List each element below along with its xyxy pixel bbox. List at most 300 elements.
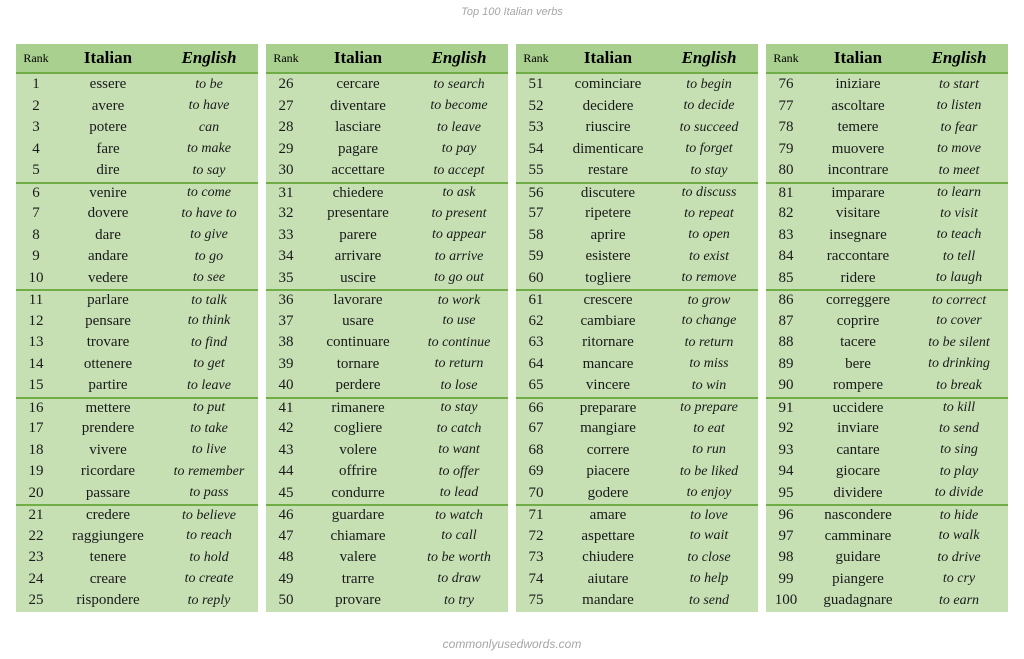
rank-cell: 18 <box>28 441 44 458</box>
italian-cell: presentare <box>327 205 389 222</box>
header-italian: Italian <box>83 48 133 67</box>
italian-cell: dire <box>96 162 120 179</box>
table-row <box>766 504 1008 526</box>
english-cell: to correct <box>931 292 987 308</box>
english-cell: to say <box>192 162 226 178</box>
italian-cell: ascoltare <box>831 97 885 114</box>
italian-cell: camminare <box>824 527 892 544</box>
italian-cell: vedere <box>88 269 128 286</box>
italian-cell: vincere <box>585 377 631 394</box>
rank-cell: 84 <box>778 248 794 265</box>
english-cell: to watch <box>435 507 483 523</box>
table-row <box>16 547 258 569</box>
table-row <box>266 246 508 268</box>
english-cell: to use <box>442 313 476 329</box>
english-cell: to put <box>192 400 226 416</box>
table-row <box>266 203 508 225</box>
header-italian: Italian <box>833 48 883 67</box>
italian-cell: fare <box>96 140 120 157</box>
rank-cell: 6 <box>32 184 40 201</box>
english-cell: to have to <box>181 205 237 221</box>
italian-cell: ripetere <box>585 205 631 222</box>
rank-cell: 75 <box>528 592 544 609</box>
rank-cell: 95 <box>778 484 794 501</box>
rank-cell: 7 <box>32 205 40 222</box>
rank-cell: 98 <box>778 549 794 566</box>
english-cell: to begin <box>686 76 732 92</box>
table-row <box>266 182 508 204</box>
italian-cell: amare <box>589 507 627 524</box>
italian-cell: correggere <box>825 292 891 309</box>
header-english: English <box>681 48 737 67</box>
table-row <box>766 268 1008 290</box>
italian-cell: volere <box>339 441 377 458</box>
rank-cell: 45 <box>278 484 294 501</box>
table-row <box>766 590 1008 612</box>
italian-cell: parlare <box>87 292 129 309</box>
rank-cell: 88 <box>778 334 794 351</box>
table-row <box>266 547 508 569</box>
table-row <box>766 203 1008 225</box>
english-cell: to listen <box>936 98 982 114</box>
english-cell: to pay <box>441 141 477 157</box>
italian-cell: insegnare <box>829 226 887 243</box>
table-row <box>516 375 758 397</box>
rank-cell: 36 <box>278 292 294 309</box>
italian-cell: piangere <box>832 570 884 587</box>
rank-cell: 21 <box>28 507 44 524</box>
table-row <box>516 203 758 225</box>
table-header <box>266 44 508 74</box>
italian-cell: venire <box>89 184 127 201</box>
english-cell: to get <box>193 356 225 372</box>
english-cell: to start <box>938 76 980 92</box>
italian-cell: accettare <box>331 162 385 179</box>
italian-cell: mandare <box>582 592 634 609</box>
english-cell: to grow <box>687 292 731 308</box>
italian-cell: guidare <box>835 549 881 566</box>
italian-cell: muovere <box>831 140 885 157</box>
english-cell: to ask <box>442 185 476 201</box>
table-row <box>766 354 1008 376</box>
italian-cell: ricordare <box>80 463 136 480</box>
rank-cell: 47 <box>278 527 294 544</box>
italian-cell: pensare <box>85 312 131 329</box>
table-row <box>16 160 258 182</box>
english-cell: to send <box>938 420 980 436</box>
table-row <box>16 526 258 548</box>
rank-cell: 35 <box>278 269 294 286</box>
rank-cell: 1 <box>32 76 40 93</box>
rank-cell: 62 <box>528 312 544 329</box>
rank-cell: 79 <box>778 140 794 157</box>
table-row <box>16 311 258 333</box>
english-cell: to cry <box>942 571 976 587</box>
rank-cell: 31 <box>278 184 294 201</box>
rank-cell: 57 <box>528 205 544 222</box>
table-row <box>266 504 508 526</box>
italian-cell: mancare <box>582 355 634 372</box>
italian-cell: aiutare <box>587 570 629 587</box>
rank-cell: 90 <box>778 377 794 394</box>
table-row <box>516 332 758 354</box>
italian-cell: trovare <box>86 334 130 351</box>
rank-cell: 56 <box>528 184 544 201</box>
italian-cell: bere <box>845 355 871 372</box>
rank-cell: 81 <box>778 184 794 201</box>
english-cell: to learn <box>937 185 981 201</box>
english-cell: to talk <box>191 292 227 308</box>
table-header <box>16 44 258 74</box>
italian-cell: continuare <box>326 334 390 351</box>
rank-cell: 87 <box>778 312 794 329</box>
verb-table-1 <box>16 44 258 612</box>
english-cell: to sing <box>940 442 978 458</box>
table-row <box>516 289 758 311</box>
english-cell: to drinking <box>928 356 990 372</box>
italian-cell: tornare <box>336 355 380 372</box>
rank-cell: 63 <box>528 334 544 351</box>
italian-cell: coprire <box>836 312 880 329</box>
table-row <box>16 354 258 376</box>
rank-cell: 53 <box>528 119 544 136</box>
italian-cell: guardare <box>331 507 385 524</box>
table-row <box>266 440 508 462</box>
italian-cell: cogliere <box>333 420 383 437</box>
italian-cell: cantare <box>836 441 880 458</box>
rank-cell: 83 <box>778 226 794 243</box>
table-row <box>516 526 758 548</box>
table-row <box>16 225 258 247</box>
english-cell: to reach <box>186 528 232 544</box>
italian-cell: togliere <box>585 269 631 286</box>
rank-cell: 60 <box>528 269 544 286</box>
english-cell: to eat <box>693 420 725 436</box>
english-cell: to make <box>187 141 231 157</box>
italian-cell: parere <box>339 226 377 243</box>
table-row <box>766 418 1008 440</box>
english-cell: to be <box>195 76 223 92</box>
english-cell: to draw <box>437 571 481 587</box>
italian-cell: dare <box>95 226 121 243</box>
header-english: English <box>431 48 487 67</box>
table-row <box>516 440 758 462</box>
italian-cell: passare <box>85 484 131 501</box>
table-row <box>16 203 258 225</box>
table-row <box>766 74 1008 96</box>
italian-cell: mangiare <box>580 420 636 437</box>
italian-cell: chiamare <box>330 527 386 544</box>
italian-cell: iniziare <box>835 76 881 93</box>
table-row <box>16 289 258 311</box>
table-row <box>516 246 758 268</box>
rank-cell: 43 <box>278 441 294 458</box>
italian-cell: incontrare <box>827 162 889 179</box>
english-cell: to be silent <box>928 334 990 350</box>
english-cell: to cover <box>936 313 982 329</box>
table-row <box>766 569 1008 591</box>
english-cell: to stay <box>690 162 728 178</box>
rank-cell: 37 <box>278 312 294 329</box>
table-row <box>516 160 758 182</box>
table-row <box>16 139 258 161</box>
english-cell: to meet <box>938 162 980 178</box>
header-rank: Rank <box>523 50 549 65</box>
english-cell: to come <box>187 185 231 201</box>
italian-cell: aprire <box>590 226 626 243</box>
table-row <box>516 117 758 139</box>
table-row <box>516 504 758 526</box>
italian-cell: ritornare <box>582 334 634 351</box>
italian-cell: godere <box>587 484 629 501</box>
rank-cell: 61 <box>528 292 544 309</box>
table-row <box>766 182 1008 204</box>
table-row <box>16 397 258 419</box>
table-row <box>16 418 258 440</box>
english-cell: to think <box>187 313 231 329</box>
english-cell: to send <box>688 592 730 608</box>
verb-table-4 <box>766 44 1008 612</box>
table-row <box>16 74 258 96</box>
italian-cell: raggiungere <box>72 527 144 544</box>
rank-cell: 68 <box>528 441 544 458</box>
english-cell: to open <box>688 227 730 243</box>
english-cell: to succeed <box>679 119 739 135</box>
table-row <box>766 440 1008 462</box>
rank-cell: 85 <box>778 269 794 286</box>
rank-cell: 46 <box>278 507 294 524</box>
english-cell: to discuss <box>681 185 737 201</box>
rank-cell: 51 <box>528 76 544 93</box>
rank-cell: 59 <box>528 248 544 265</box>
table-row <box>766 547 1008 569</box>
header-rank: Rank <box>23 50 49 65</box>
rank-cell: 29 <box>278 140 294 157</box>
rank-cell: 23 <box>28 549 44 566</box>
table-row <box>766 289 1008 311</box>
rank-cell: 80 <box>778 162 794 179</box>
italian-cell: avere <box>91 97 125 114</box>
english-cell: to present <box>431 205 487 221</box>
rank-cell: 19 <box>28 463 44 480</box>
italian-cell: decidere <box>582 97 634 114</box>
english-cell: to repeat <box>684 205 734 221</box>
italian-cell: diventare <box>330 97 386 114</box>
italian-cell: lasciare <box>335 119 381 136</box>
italian-cell: credere <box>85 507 131 524</box>
table-row <box>516 461 758 483</box>
english-cell: to tell <box>942 248 976 264</box>
english-cell: to help <box>689 571 729 587</box>
english-cell: to arrive <box>434 248 484 264</box>
table-row <box>16 375 258 397</box>
header-english: English <box>931 48 987 67</box>
english-cell: to catch <box>436 420 482 436</box>
italian-cell: rispondere <box>76 592 140 609</box>
table-row <box>516 74 758 96</box>
english-cell: to accept <box>433 162 485 178</box>
rank-cell: 78 <box>778 119 794 136</box>
rank-cell: 20 <box>28 484 44 501</box>
rank-cell: 73 <box>528 549 544 566</box>
english-cell: to prepare <box>680 400 738 416</box>
italian-cell: cercare <box>336 76 380 93</box>
table-row <box>766 139 1008 161</box>
english-cell: to break <box>936 377 982 393</box>
table-row <box>16 440 258 462</box>
verb-table-2 <box>266 44 508 612</box>
italian-cell: nascondere <box>824 507 892 524</box>
english-cell: to move <box>937 141 981 157</box>
rank-cell: 99 <box>778 570 794 587</box>
italian-cell: perdere <box>335 377 381 394</box>
table-row <box>16 246 258 268</box>
site-footer: commonlyusedwords.com <box>442 637 582 651</box>
table-row <box>766 526 1008 548</box>
english-cell: to pass <box>189 485 229 501</box>
rank-cell: 91 <box>778 399 794 416</box>
rank-cell: 16 <box>28 399 44 416</box>
rank-cell: 39 <box>278 355 294 372</box>
table-row <box>516 268 758 290</box>
english-cell: to be liked <box>679 463 739 479</box>
italian-cell: riuscire <box>585 119 631 136</box>
italian-cell: arrivare <box>334 248 382 265</box>
english-cell: to have <box>188 98 230 114</box>
table-row <box>516 547 758 569</box>
english-cell: to become <box>430 98 488 114</box>
rank-cell: 4 <box>32 140 40 157</box>
italian-cell: visitare <box>835 205 881 222</box>
english-cell: to see <box>192 270 226 286</box>
table-row <box>766 332 1008 354</box>
italian-cell: dovere <box>87 205 129 222</box>
english-cell: to continue <box>427 334 491 350</box>
header-rank: Rank <box>273 50 299 65</box>
italian-cell: prendere <box>81 420 135 437</box>
italian-cell: partire <box>88 377 128 394</box>
table-row <box>766 96 1008 118</box>
table-row <box>16 182 258 204</box>
table-row <box>16 569 258 591</box>
rank-cell: 33 <box>278 226 294 243</box>
english-cell: to earn <box>938 592 980 608</box>
italian-cell: chiudere <box>582 549 634 566</box>
english-cell: to enjoy <box>686 485 732 501</box>
table-row <box>266 139 508 161</box>
rank-cell: 58 <box>528 226 544 243</box>
italian-cell: andare <box>88 248 128 265</box>
english-cell: to love <box>690 507 728 523</box>
table-row <box>16 504 258 526</box>
rank-cell: 3 <box>32 119 40 136</box>
rank-cell: 24 <box>28 570 44 587</box>
table-row <box>16 483 258 505</box>
english-cell: to be worth <box>427 549 491 565</box>
italian-cell: trarre <box>341 570 375 587</box>
italian-cell: rimanere <box>331 399 385 416</box>
english-cell: to run <box>692 442 726 458</box>
english-cell: to exist <box>688 248 730 264</box>
english-cell: to remove <box>681 270 737 286</box>
table-row <box>516 590 758 612</box>
rank-cell: 65 <box>528 377 544 394</box>
italian-cell: creare <box>89 570 127 587</box>
rank-cell: 14 <box>28 355 44 372</box>
rank-cell: 66 <box>528 399 544 416</box>
italian-cell: preparare <box>579 399 637 416</box>
rank-cell: 42 <box>278 420 294 437</box>
table-row <box>266 461 508 483</box>
english-cell: to go <box>194 248 224 264</box>
rank-cell: 17 <box>28 420 44 437</box>
table-row <box>266 74 508 96</box>
italian-cell: crescere <box>583 292 633 309</box>
english-cell: to search <box>433 76 485 92</box>
rank-cell: 74 <box>528 570 544 587</box>
rank-cell: 97 <box>778 527 794 544</box>
english-cell: to visit <box>940 205 978 221</box>
italian-cell: cambiare <box>580 312 636 329</box>
english-cell: to hold <box>189 549 229 565</box>
table-row <box>766 160 1008 182</box>
italian-cell: guadagnare <box>823 592 893 609</box>
table-row <box>766 461 1008 483</box>
table-row <box>266 117 508 139</box>
rank-cell: 12 <box>28 312 44 329</box>
table-row <box>516 354 758 376</box>
italian-cell: offrire <box>338 463 378 480</box>
table-row <box>766 117 1008 139</box>
table-row <box>766 225 1008 247</box>
table-row <box>266 418 508 440</box>
rank-cell: 50 <box>278 592 294 609</box>
italian-cell: provare <box>335 592 381 609</box>
english-cell: to take <box>190 420 228 436</box>
rank-cell: 10 <box>28 269 44 286</box>
rank-cell: 26 <box>278 76 294 93</box>
rank-cell: 67 <box>528 420 544 437</box>
table-row <box>516 483 758 505</box>
rank-cell: 54 <box>528 140 544 157</box>
italian-cell: esistere <box>585 248 631 265</box>
italian-cell: usare <box>342 312 374 329</box>
table-row <box>266 569 508 591</box>
english-cell: to appear <box>431 227 487 243</box>
italian-cell: tacere <box>840 334 876 351</box>
rank-cell: 27 <box>278 97 294 114</box>
english-cell: to forget <box>685 141 733 157</box>
english-cell: to hide <box>939 507 979 523</box>
table-row <box>266 590 508 612</box>
table-row <box>16 268 258 290</box>
rank-cell: 2 <box>32 97 40 114</box>
table-row <box>266 225 508 247</box>
rank-cell: 34 <box>278 248 294 265</box>
rank-cell: 93 <box>778 441 794 458</box>
italian-cell: dividere <box>833 484 883 501</box>
english-cell: to lead <box>439 485 479 501</box>
rank-cell: 32 <box>278 205 294 222</box>
italian-cell: ottenere <box>83 355 133 372</box>
table-row <box>266 311 508 333</box>
table-row <box>766 311 1008 333</box>
english-cell: to reply <box>187 592 231 608</box>
page-title: Top 100 Italian verbs <box>461 6 563 18</box>
rank-cell: 15 <box>28 377 44 394</box>
english-cell: to close <box>687 549 731 565</box>
english-cell: to call <box>441 528 477 544</box>
